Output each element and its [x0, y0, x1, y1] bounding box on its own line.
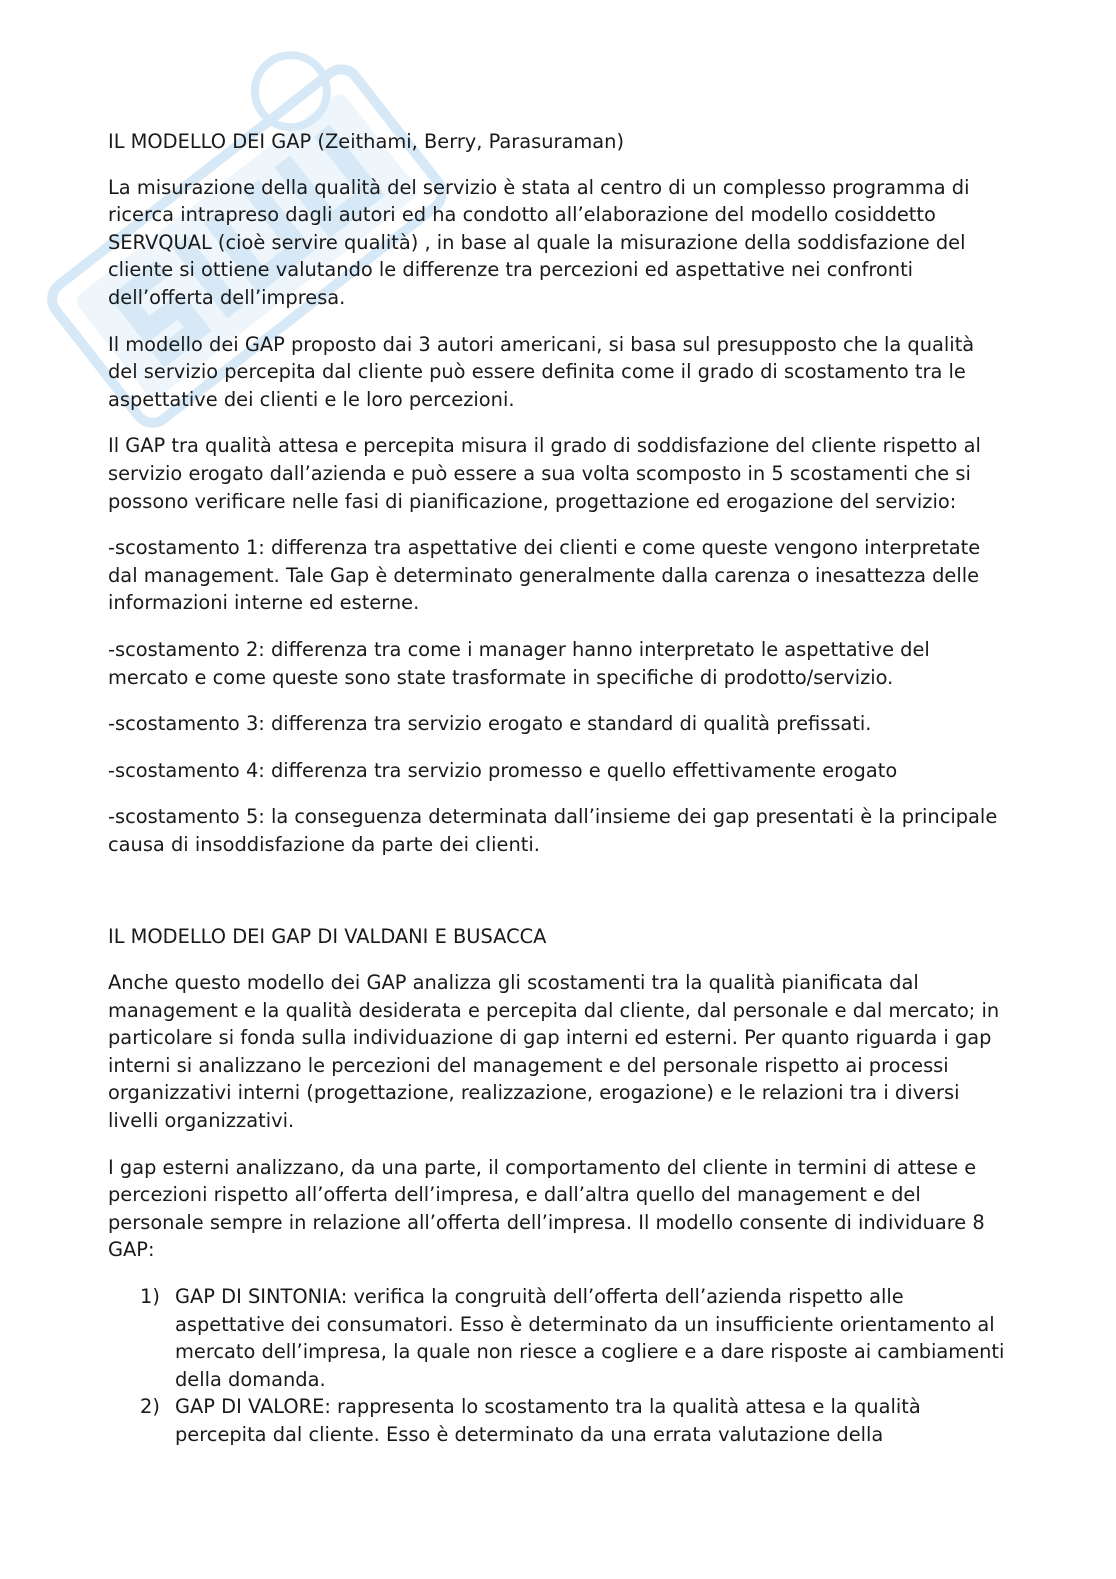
paragraph-scostamento-4: -scostamento 4: differenza tra servizio promesso e quello effettivamente erogato [108, 758, 898, 782]
list-item-number: 2) [140, 1395, 160, 1419]
section-2-heading: IL MODELLO DEI GAP DI VALDANI E BUSACCA [108, 925, 547, 949]
list-item-text: GAP DI VALORE: rappresenta lo scostamento tra la qualità attesa e la qualità percepita dal cliente. Esso è determinato da una errata valutazione della [175, 1395, 921, 1446]
paragraph: Il GAP tra qualità attesa e percepita misura il grado di soddisfazione del cliente rispetto al servizio erogato dall’azienda e può essere a sua volta scomposto in 5 scostamenti che si possono verificare nelle fasi di pianificazione, progettazione ed erogazione del servizio: [108, 434, 981, 513]
paragraph: Anche questo modello dei GAP analizza gli scostamenti tra la qualità pianificata dal management e la qualità desiderata e percepita dal cliente, dal personale e dal mercato; in particolare si fonda sulla individuazione di gap interni ed esterni. Per quanto riguarda i gap interni si analizzano le percezioni del management e del personale rispetto ai processi organizzativi interni (progettazione, realizzazione, erogazione) e le relazioni tra i diversi livelli organizzativi. [108, 971, 1000, 1133]
section-spacer [108, 877, 1008, 923]
list-item [108, 1283, 1008, 1393]
paragraph-scostamento-3: -scostamento 3: differenza tra servizio erogato e standard di qualità prefissati. [108, 712, 872, 736]
document-body [108, 128, 1008, 1449]
paragraph-scostamento-5: -scostamento 5: la conseguenza determinata dall’insieme dei gap presentati è la principale causa di insoddisfazione da parte dei clienti. [108, 805, 998, 856]
paragraph: I gap esterni analizzano, da una parte, il comportamento del cliente in termini di attese e percezioni rispetto all’offerta dell’impresa, e dall’altra quello del management e del personale sempre in relazione all’offerta dell’impresa. Il modello consente di individuare 8 GAP: [108, 1155, 985, 1262]
paragraph-scostamento-2: -scostamento 2: differenza tra come i manager hanno interpretato le aspettative del mercato e come queste sono state trasformate in specifiche di prodotto/servizio. [108, 637, 930, 689]
paragraph-scostamento-1: -scostamento 1: differenza tra aspettative dei clienti e come queste vengono interpretate dal management. Tale Gap è determinato generalmente dalla carenza o inesattezza delle informazioni interne ed esterne. [108, 536, 981, 615]
paragraph: La misurazione della qualità del servizio è stata al centro di un complesso programma di ricerca intrapreso dagli autori ed ha condotto all’elaborazione del modello cosiddetto SERVQUAL (cioè servire qualità) , in base al quale la misurazione della soddisfazione del cliente si ottiene valutando le differenze tra percezioni ed aspettative nei confronti dell’offerta dell’impresa. [108, 175, 970, 309]
paragraph: Il modello dei GAP proposto dai 3 autori americani, si basa sul presupposto che la qualità del servizio percepita dal cliente può essere definita come il grado di scostamento tra le aspettative dei clienti e le loro percezioni. [108, 332, 975, 411]
gap-list [108, 1283, 1008, 1449]
list-item [108, 1393, 1008, 1448]
list-item-number: 1) [140, 1285, 160, 1308]
section-1-heading: IL MODELLO DEI GAP (Zeithami, Berry, Parasuraman) [108, 130, 625, 153]
list-item-text: GAP DI SINTONIA: verifica la congruità dell’offerta dell’azienda rispetto alle aspettative dei consumatori. Esso è determinato da un insufficiente orientamento al mercato dell’impresa, la quale non riesce a cogliere e a dare risposte ai cambiamenti della domanda. [175, 1285, 1005, 1391]
